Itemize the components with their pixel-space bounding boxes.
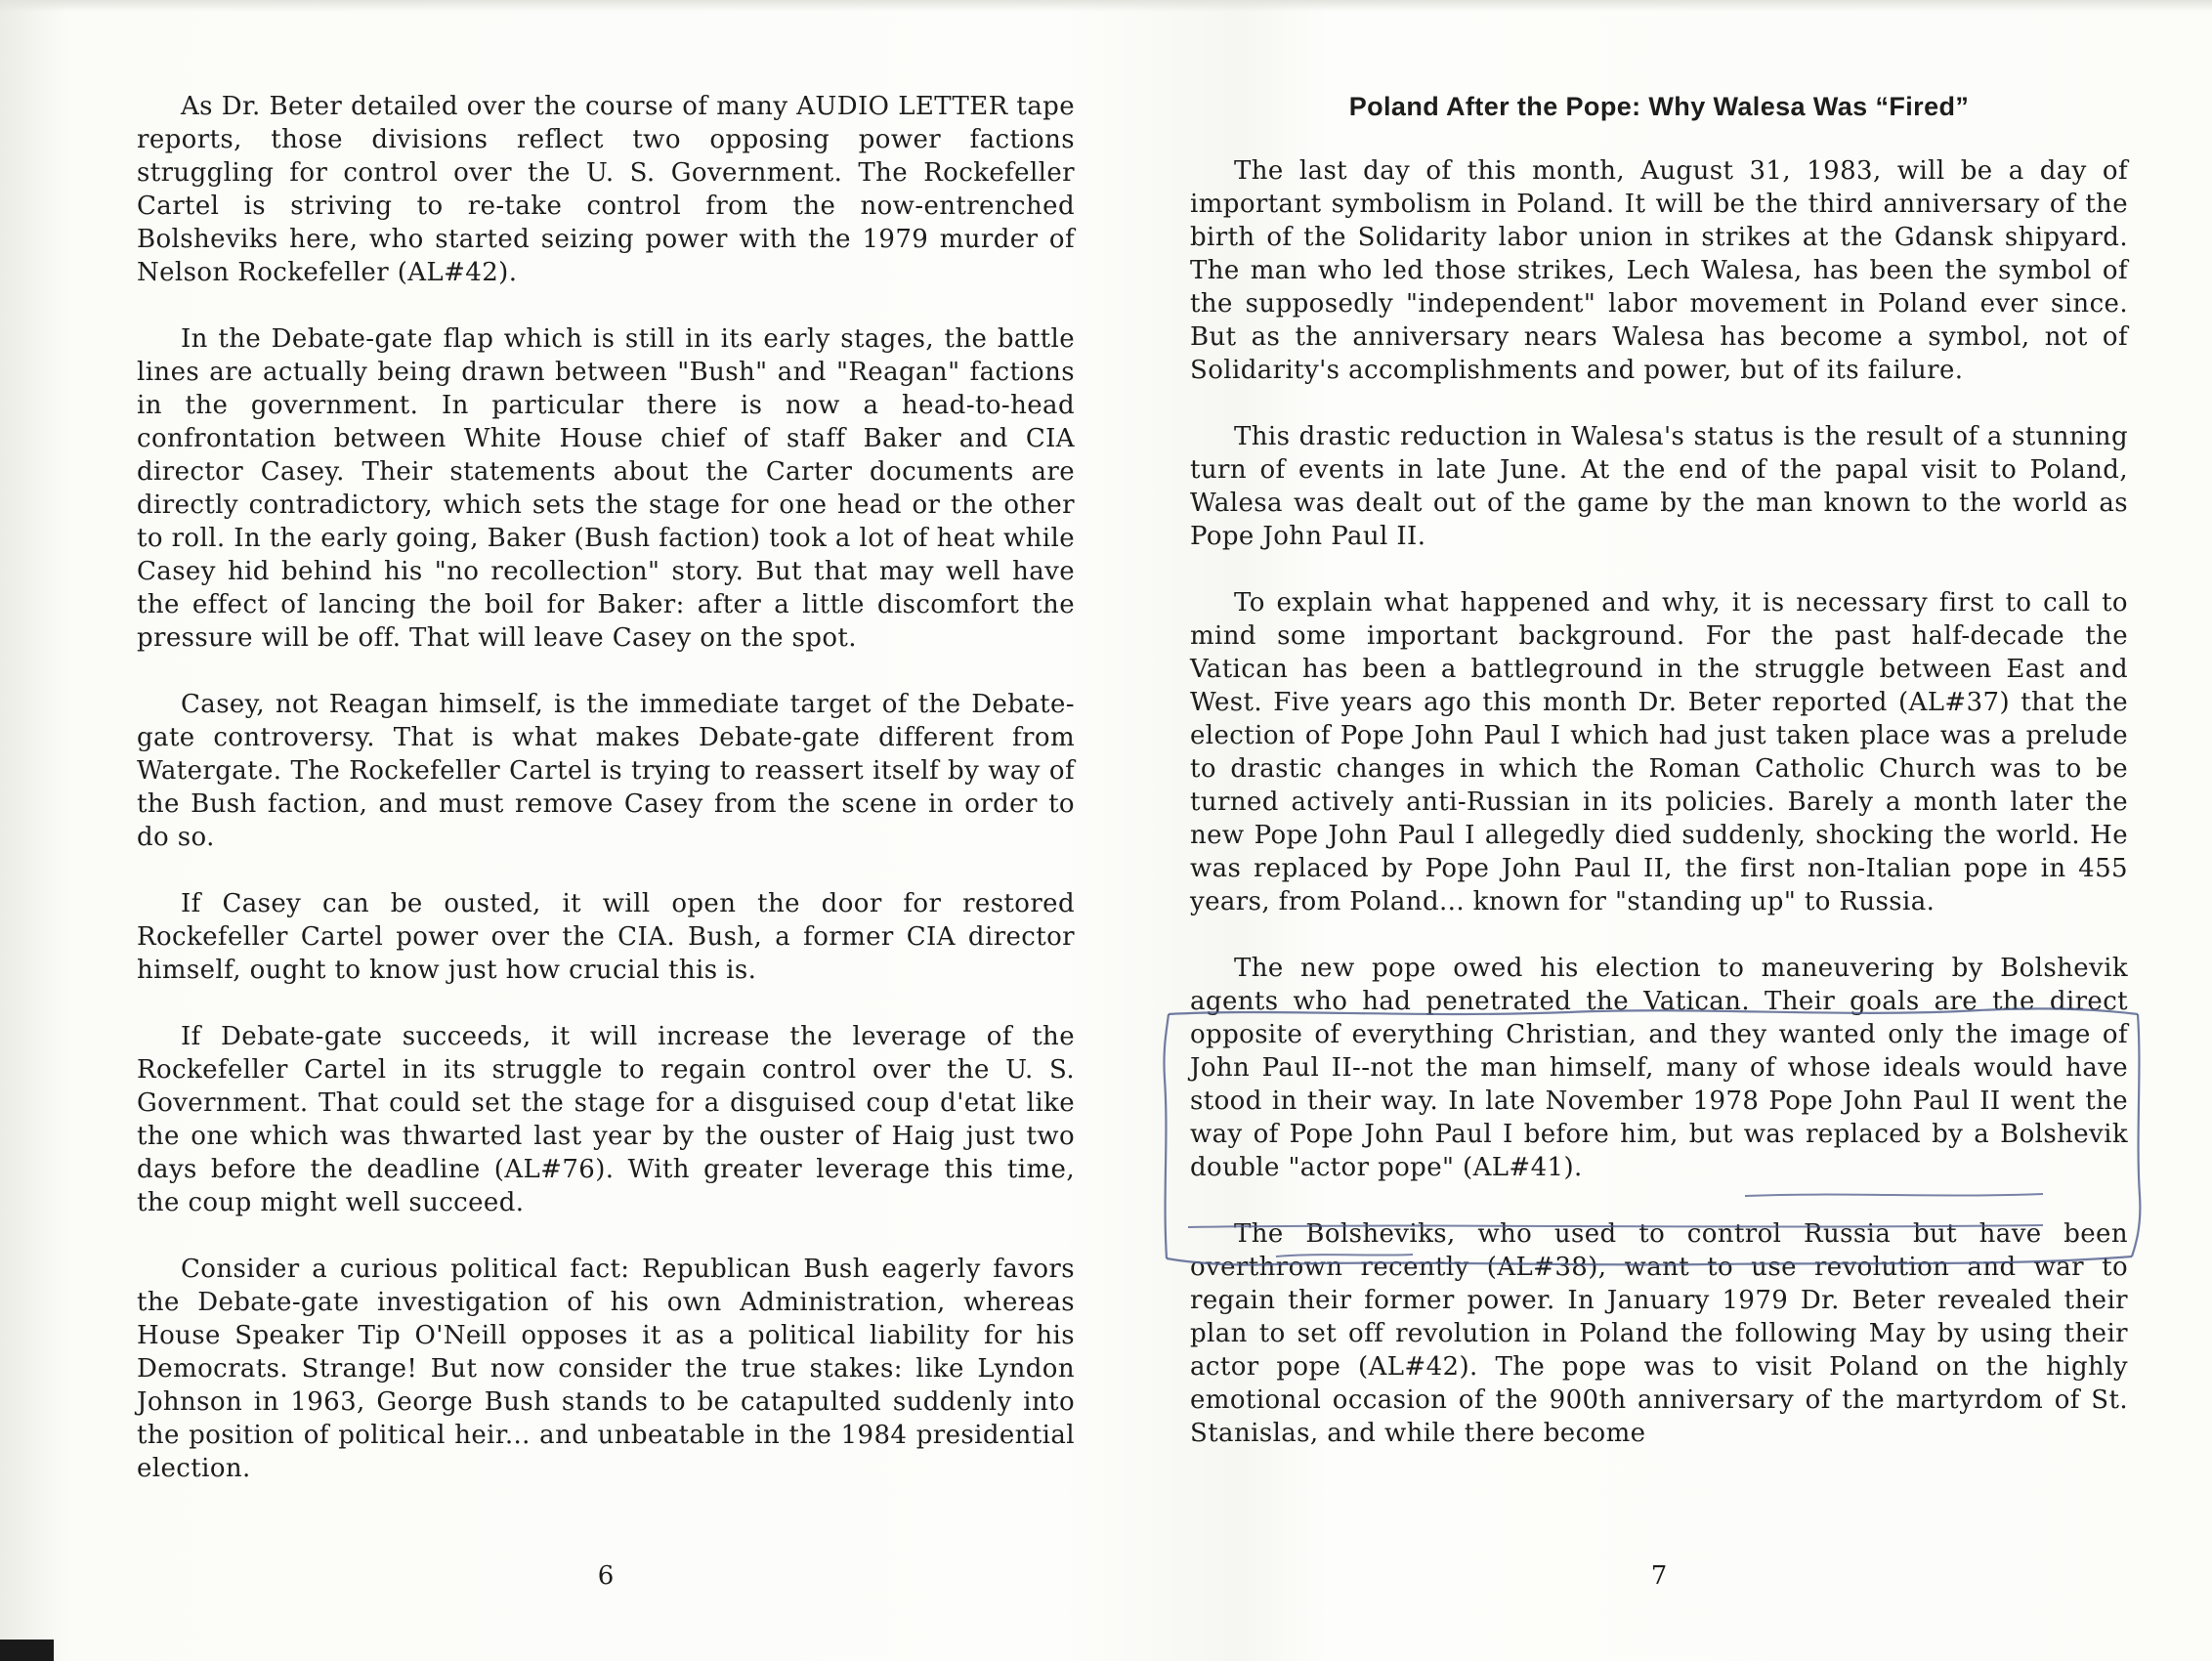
pen-outline-left (1164, 1014, 1169, 1258)
article-heading: Poland After the Pope: Why Walesa Was “Fired” (1348, 92, 1970, 121)
right-page-text (1190, 154, 2128, 1483)
pen-outline-right (2132, 1014, 2140, 1256)
right-paragraph-1: The last day of this month, August 31, 1983, will be a day of important symbolism in Poland. It will be the third anniversary of the birth of the Solidarity labor union in strikes at the Gdansk shipyard. The man who led those strikes, Lech Walesa, has been the symbol of the supposedly "independent" labor movement in Poland ever since. But as the anniversary nears Walesa has become a symbol, not of Solidarity's accomplishments and power, but of its failure. (1190, 156, 2128, 385)
page-number-left: 6 (597, 1561, 615, 1591)
right-paragraph-3: To explain what happened and why, it is necessary first to call to mind some important background. For the past half-decade the Vatican has been a battleground in the struggle between East and West. Five years ago this month Dr. Beter reported (AL#37) that the election of Pope John Paul I which had just taken place was a prelude to drastic changes in which the Roman Catholic Church was to be turned actively anti-Russian in its policies. Barely a month later the new Pope John Paul I allegedly died suddenly, shocking the world. He was replaced by Pope John Paul II, the first non-Italian pope in 455 years, from Poland... known for "standing up" to Russia. (1190, 588, 2128, 916)
left-paragraph-4: If Casey can be ousted, it will open the door for restored Rockefeller Cartel power over the CIA. Bush, a former CIA director himself, ought to know just how crucial this is. (137, 889, 1075, 985)
right-paragraph-4-highlighted: The new pope owed his election to maneuvering by Bolshevik agents who had penetrated the Vatican. Their goals are the direct opposite of everything Christian, and they wanted only the image of John Paul II--not the man himself, many of whose ideals would have stood in their way. In late November 1978 Pope John Paul II went the way of Pope John Paul I before him, but was replaced by a Bolshevik double "actor pope" (AL#41). (1190, 954, 2128, 1182)
left-page-text (137, 90, 1075, 1518)
left-paragraph-1: As Dr. Beter detailed over the course of many AUDIO LETTER tape reports, those divisions reflect two opposing power factions struggling for control over the U. S. Government. The Rockefeller Cartel is striving to re-take control from the now-entrenched Bolsheviks here, who started seizing power with the 1979 murder of Nelson Rockefeller (AL#42). (137, 92, 1075, 287)
left-page (137, 0, 1075, 1661)
right-paragraph-2: This drastic reduction in Walesa's status is the result of a stunning turn of events in late June. At the end of the papal visit to Poland, Walesa was dealt out of the game by the man known to the world as Pope John Paul II. (1190, 422, 2128, 551)
scan-corner-mark (0, 1640, 54, 1661)
left-paragraph-3: Casey, not Reagan himself, is the immediate target of the Debate-gate controversy. That is what makes Debate-gate different from Watergate. The Rockefeller Cartel is trying to reassert itself by way of the Bush faction, and must remove Casey from the scene in order to do so. (137, 690, 1075, 852)
right-page (1190, 0, 2128, 1661)
scan-shadow-left (0, 0, 68, 1661)
left-paragraph-5: If Debate-gate succeeds, it will increase the leverage of the Rockefeller Cartel in its struggle to regain control over the U. S. Government. That could set the stage for a disguised coup d'etat like the one which was thwarted last year by the ouster of Haig just two days before the deadline (AL#76). With greater leverage this time, the coup might well succeed. (137, 1022, 1075, 1217)
left-paragraph-2: In the Debate-gate flap which is still in its early stages, the battle lines are actually being drawn between "Bush" and "Reagan" factions in the government. In particular there is now a head-to-head confrontation between White House chief of staff Baker and CIA director Casey. Their statements about the Carter documents are directly contradictory, which sets the stage for one head or the other to roll. In the early going, Baker (Bush faction) took a lot of heat while Casey hid behind his "no recollection" story. But that may well have the effect of lancing the boil for Baker: after a little discomfort the pressure will be off. That will leave Casey on the spot. (137, 324, 1075, 653)
left-paragraph-6: Consider a curious political fact: Republican Bush eagerly favors the Debate-gate investigation of his own Administration, whereas House Speaker Tip O'Neill opposes it as a political liability for his Democrats. Strange! But now consider the true stakes: like Lyndon Johnson in 1963, George Bush stands to be catapulted suddenly into the position of political heir... and unbeatable in the 1984 presidential election. (137, 1255, 1075, 1483)
right-paragraph-5: The Bolsheviks, who used to control Russia but have been overthrown recently (AL#38), want to use revolution and war to regain their former power. In January 1979 Dr. Beter revealed their plan to set off revolution in Poland the following May by using their actor pope (AL#42). The pope was to visit Poland on the highly emotional occasion of the 900th anniversary of the martyrdom of St. Stanislas, and while there become (1190, 1219, 2128, 1448)
page-number-right: 7 (1650, 1561, 1668, 1591)
